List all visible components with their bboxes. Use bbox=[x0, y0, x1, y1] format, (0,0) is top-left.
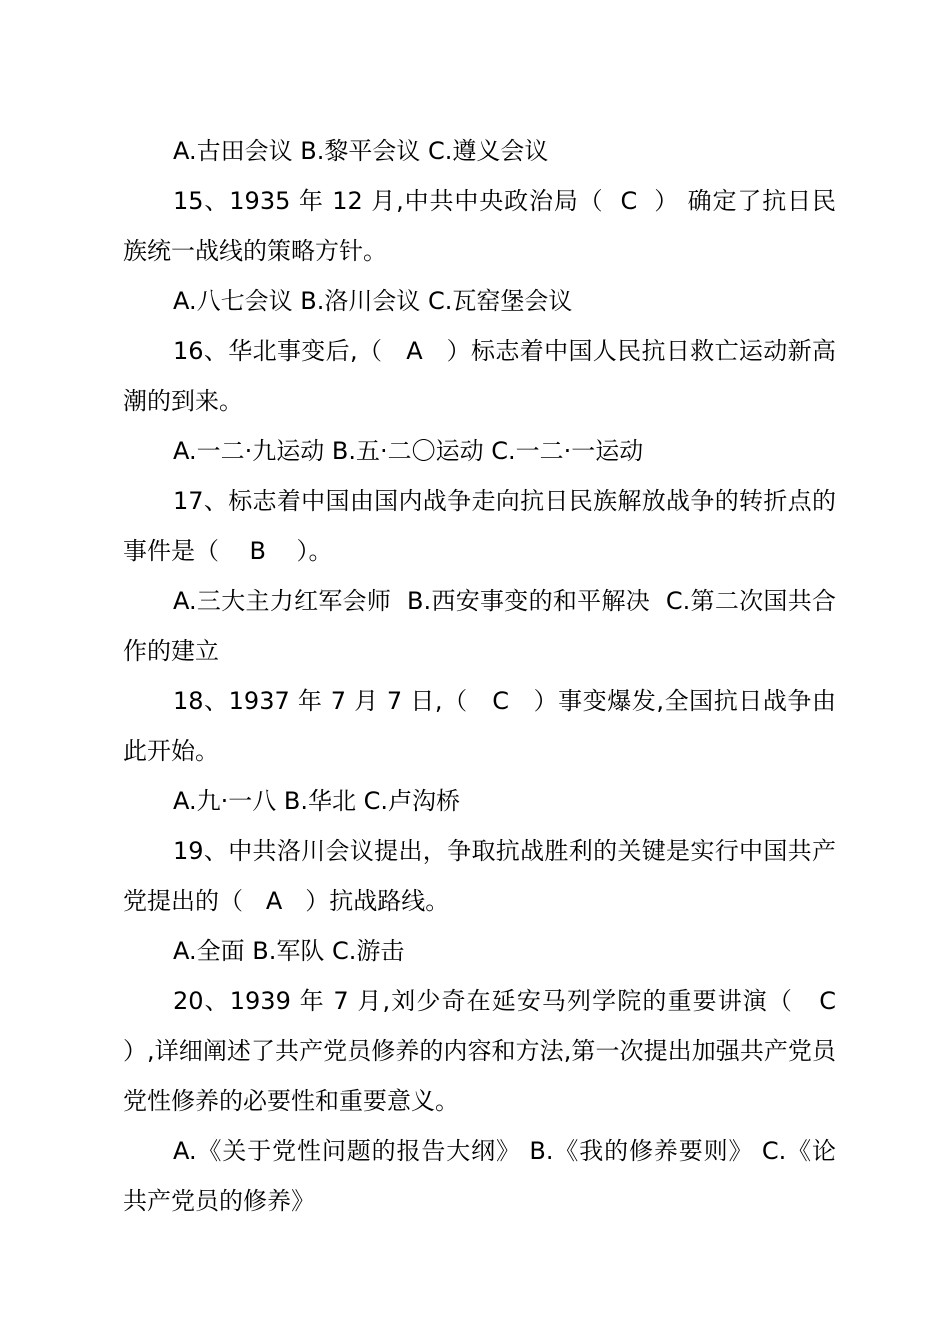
question-20: 20、1939 年 7 月,刘少奇在延安马列学院的重要讲演（ C ）,详细阐述了共产党员修养的内容和方法,第一次提出加强共产党员党性修养的必要性和重要意义。 bbox=[123, 987, 844, 1115]
options-q20: A.《关于党性问题的报告大纲》 B.《我的修养要则》 C.《论共产党员的修养》 bbox=[123, 1137, 836, 1215]
document-body bbox=[123, 126, 844, 1226]
question-16: 16、华北事变后,（ A ）标志着中国人民抗日救亡运动新高潮的到来。 bbox=[123, 337, 836, 415]
options-q18: A.九·一八 B.华北 C.卢沟桥 bbox=[173, 787, 460, 815]
question-18: 18、1937 年 7 月 7 日,（ C ）事变爆发,全国抗日战争由此开始。 bbox=[123, 687, 836, 765]
options-q19: A.全面 B.军队 C.游击 bbox=[173, 937, 405, 965]
options-q14: A.古田会议 B.黎平会议 C.遵义会议 bbox=[173, 137, 549, 165]
options-q17: A.三大主力红军会师 B.西安事变的和平解决 C.第二次国共合作的建立 bbox=[123, 587, 836, 665]
options-q15: A.八七会议 B.洛川会议 C.瓦窑堡会议 bbox=[173, 287, 573, 315]
question-19: 19、中共洛川会议提出，争取抗战胜利的关键是实行中国共产党提出的（ A ）抗战路线。 bbox=[123, 837, 836, 915]
options-q16: A.一二·九运动 B.五·二〇运动 C.一二·一运动 bbox=[173, 437, 644, 465]
question-15: 15、1935 年 12 月,中共中央政治局（ C ） 确定了抗日民族统一战线的策略方针。 bbox=[123, 187, 836, 265]
question-17: 17、标志着中国由国内战争走向抗日民族解放战争的转折点的事件是（ B ）。 bbox=[123, 487, 836, 565]
